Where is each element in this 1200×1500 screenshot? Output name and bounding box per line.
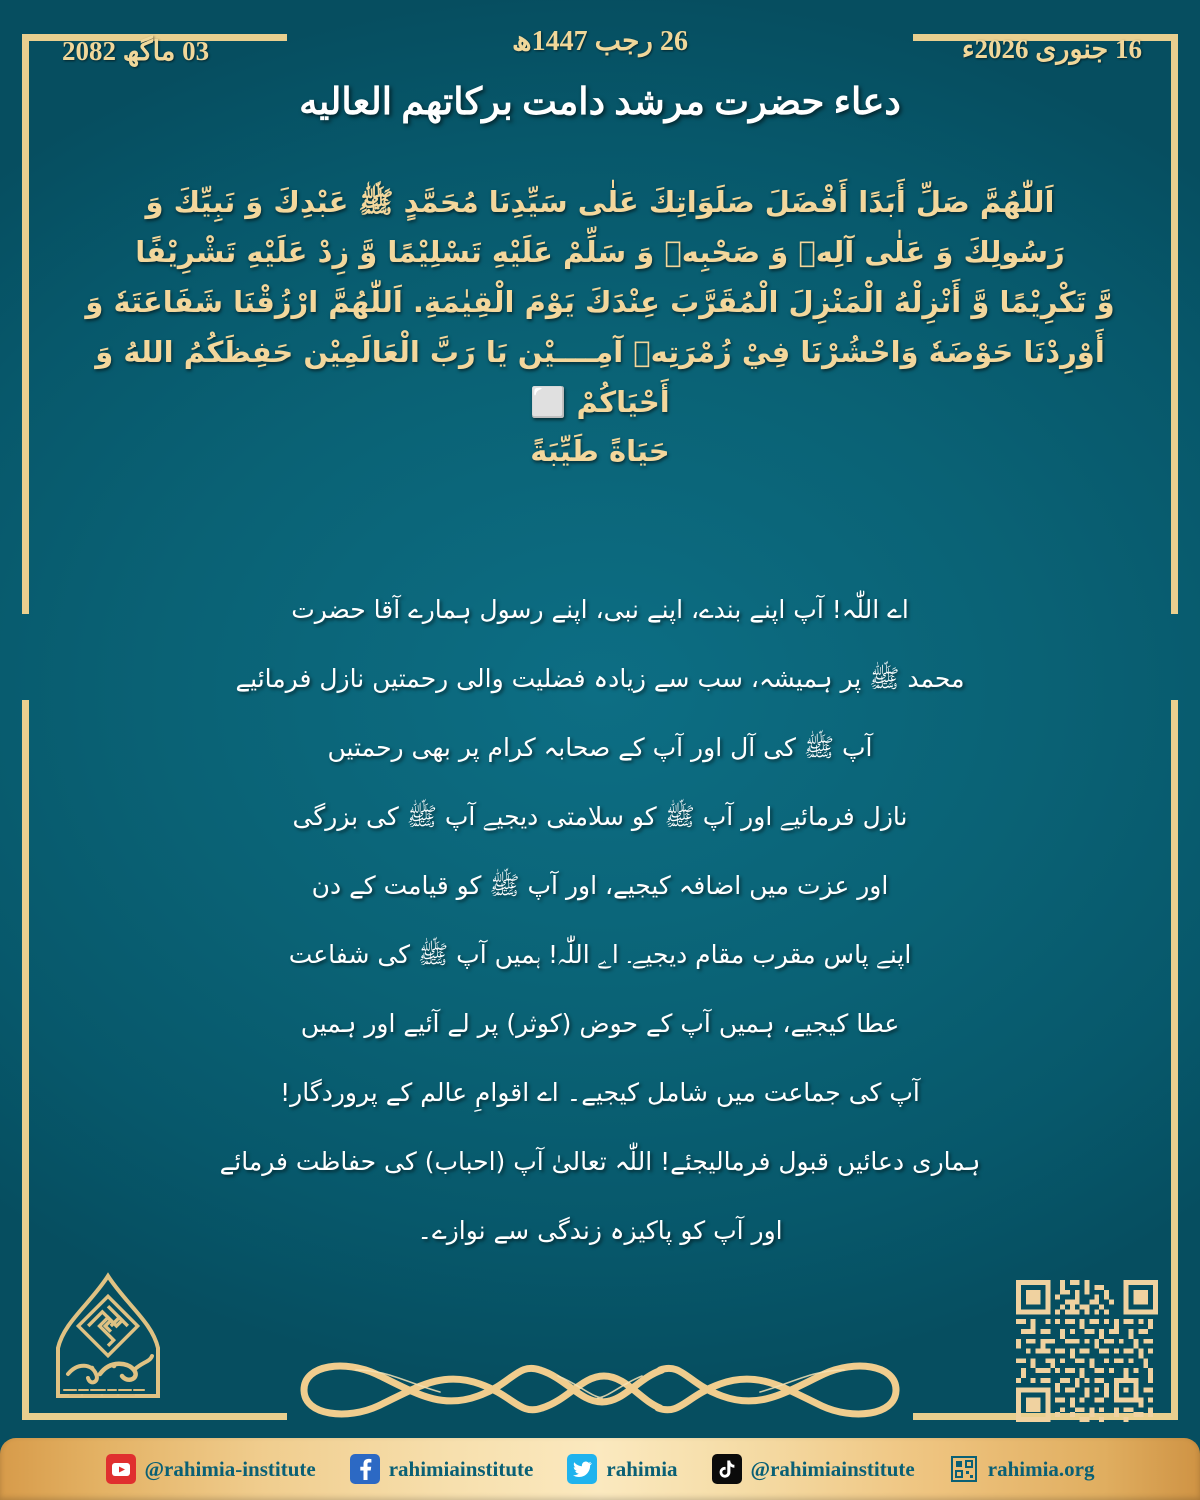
twitter-icon bbox=[567, 1454, 597, 1484]
urdu-line: اور عزت میں اضافہ کیجیے، اور آپ ﷺ کو قیامت کے دن bbox=[311, 871, 889, 900]
arabic-line: أَوْرِدْنَا حَوْضَهٗ وَاحْشُرْنَا فِيْ زُمْرَتِهٖ آمِــــيْن يَا رَبَّ الْعَالَمِيْن حَفِظَكُمُ اللهُ وَ أَحْيَاكُمْ ⬜ bbox=[95, 334, 1105, 419]
arabic-dua-block bbox=[80, 178, 1120, 477]
arabic-line: اَللّٰهُمَّ صَلِّ أَبَدًا أَفْضَلَ صَلَوَاتِكَ عَلٰى سَيِّدِنَا مُحَمَّدٍ ﷺ عَبْدِكَ وَ نَبِيِّكَ وَ bbox=[145, 185, 1055, 219]
social-links-bar bbox=[0, 1438, 1200, 1500]
social-link-youtube[interactable] bbox=[106, 1454, 316, 1484]
gregorian-date: 16 جنوری 2026ء bbox=[961, 34, 1142, 64]
social-handle-facebook: rahimiainstitute bbox=[388, 1456, 534, 1481]
facebook-icon bbox=[350, 1454, 380, 1484]
urdu-line: نازل فرمائیے اور آپ ﷺ کو سلامتی دیجیے آپ ﷺ کی بزرگی bbox=[292, 802, 908, 831]
urdu-line: اپنے پاس مقرب مقام دیجیے۔ اے اللّٰہ! ہمیں آپ ﷺ کی شفاعت bbox=[288, 940, 912, 969]
urdu-line: ہماری دعائیں قبول فرمالیجئے! اللّٰہ تعالیٰ آپ (احباب) کی حفاظت فرمائے bbox=[219, 1147, 981, 1176]
arabic-line: حَيَاةً طَيِّبَةً bbox=[530, 434, 670, 469]
arabic-line: وَّ تَكْرِيْمًا وَّ أَنْزِلْهُ الْمَنْزِلَ الْمُقَرَّبَ عِنْدَكَ يَوْمَ الْقِيٰمَةِ. اَللّٰهُمَّ ارْزُقْنَا شَفَاعَتَهٗ وَ bbox=[85, 284, 1115, 319]
urdu-line: اور آپ کو پاکیزہ زندگی سے نوازے۔ bbox=[417, 1216, 783, 1245]
social-handle-website: rahimia.org bbox=[987, 1456, 1095, 1481]
social-handle-twitter: rahimia bbox=[606, 1456, 678, 1481]
social-link-facebook[interactable] bbox=[350, 1454, 534, 1484]
tiktok-icon bbox=[712, 1454, 742, 1484]
hijri-date: 26 رجب 1447ھ bbox=[512, 26, 688, 57]
social-handle-youtube: @rahimia-institute bbox=[144, 1456, 316, 1481]
urdu-line: آپ ﷺ کی آل اور آپ کے صحابہ کرام پر بھی رحمتیں bbox=[327, 733, 873, 762]
arabic-line: رَسُولِكَ وَ عَلٰى آلِهٖ وَ صَحْبِهٖ وَ سَلِّمْ عَلَيْهِ تَسْلِيْمًا وَّ زِدْ عَلَيْهِ تَشْرِيْفًا bbox=[135, 234, 1065, 269]
rahimia-institute-logo bbox=[48, 1270, 168, 1410]
urdu-translation-block bbox=[170, 575, 1030, 1265]
qr-code[interactable] bbox=[1016, 1280, 1158, 1422]
social-link-website[interactable] bbox=[949, 1454, 1095, 1484]
frame-right-bottom bbox=[1171, 700, 1178, 1420]
website-icon bbox=[949, 1454, 979, 1484]
urdu-line: عطا کیجیے، ہمیں آپ کے حوض (کوثر) پر لے آئیے اور ہمیں bbox=[300, 1009, 900, 1038]
social-handle-tiktok: @rahimiainstitute bbox=[750, 1456, 915, 1481]
page-title: دعاء حضرت مرشد دامت برکاتهم العالیه bbox=[299, 82, 901, 123]
youtube-icon bbox=[106, 1454, 136, 1484]
urdu-line: محمد ﷺ پر ہمیشہ، سب سے زیادہ فضلیت والی رحمتیں نازل فرمائیے bbox=[235, 664, 965, 693]
urdu-line: اے اللّٰہ! آپ اپنے بندے، اپنے نبی، اپنے رسول ہمارے آقا حضرت bbox=[291, 595, 909, 624]
urdu-line: آپ کی جماعت میں شامل کیجیے۔ اے اقوامِ عالم کے پروردگار! bbox=[280, 1078, 920, 1107]
social-link-tiktok[interactable] bbox=[712, 1454, 915, 1484]
bikrami-date: 03 ماگھ 2082 bbox=[62, 36, 210, 66]
flourish-ornament bbox=[290, 1340, 910, 1430]
frame-left-bottom bbox=[22, 700, 29, 1420]
frame-bottom-left bbox=[22, 1413, 287, 1420]
social-link-twitter[interactable] bbox=[567, 1454, 677, 1484]
